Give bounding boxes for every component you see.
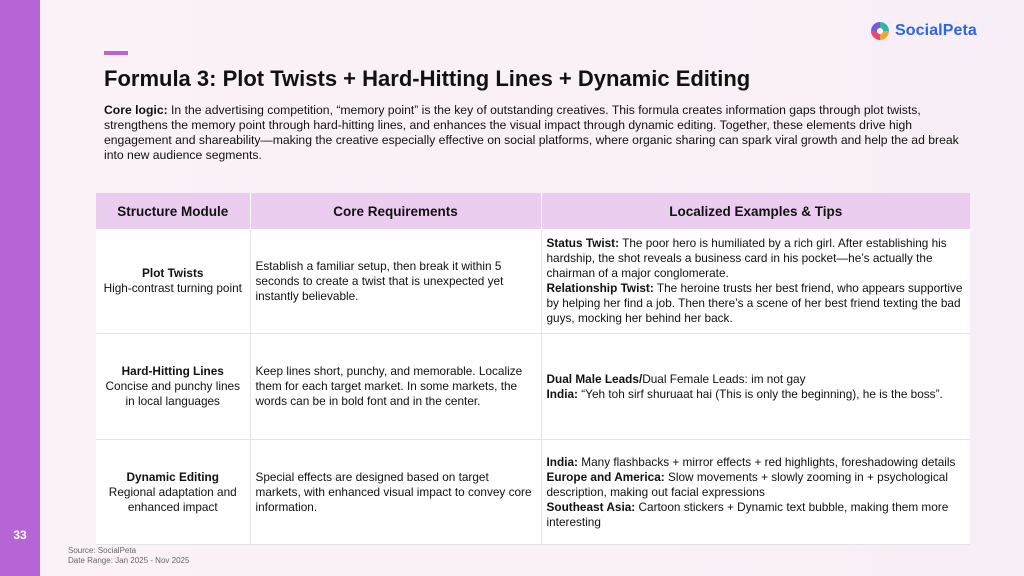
module-cell <box>96 334 250 440</box>
module-cell <box>96 440 250 545</box>
requirements-cell: Establish a familiar setup, then break it within 5 seconds to create a twist that is unexpected yet instantly believable. <box>250 229 541 334</box>
table-row <box>96 440 970 545</box>
core-logic-paragraph <box>104 103 976 163</box>
module-description: High-contrast turning point <box>103 281 242 295</box>
socialpeta-logo-icon <box>870 21 890 41</box>
module-name: Hard-Hitting Lines <box>121 364 224 378</box>
example-text: The heroine trusts her best friend, who appears supportive by helping her find a job. Then there’s a scene of her best friend texting the bad guys, mocking her behind her back. <box>546 281 963 325</box>
page-number: 33 <box>13 528 27 542</box>
example-label: Status Twist: <box>546 236 620 250</box>
source-line: Source: SocialPeta <box>68 546 137 555</box>
example-text: Many flashbacks + mirror effects + red highlights, foreshadowing details <box>581 454 956 469</box>
core-logic-label: Core logic: <box>104 103 168 117</box>
example-label: India: <box>546 386 578 401</box>
example-label: Relationship Twist: <box>546 281 654 295</box>
example-text: The poor hero is humiliated by a rich girl. After establishing his hardship, the shot reveals a business card in his pocket—he’s actually the chairman of a major conglomerate. <box>546 236 947 280</box>
left-sidebar-band <box>0 0 40 576</box>
requirements-cell: Special effects are designed based on target markets, with enhanced visual impact to convey core information. <box>250 440 541 545</box>
example-item <box>547 372 966 387</box>
date-range-line: Date Range: Jan 2025 - Nov 2025 <box>68 556 190 565</box>
example-item <box>547 470 966 500</box>
examples-cell <box>541 334 970 440</box>
requirements-cell: Keep lines short, punchy, and memorable. Localize them for each target market. In some markets, the words can be in bold font and in the center. <box>250 334 541 440</box>
header-core-requirements: Core Requirements <box>250 193 541 229</box>
example-item <box>547 455 966 470</box>
core-logic-text: In the advertising competition, “memory point” is the key of outstanding creatives. This formula creates information gaps through plot twists, strengthens the memory point through hard-hitting lines, and enhances the visual impact through dynamic editing. Together, these elements drive high engagement and shareability—making the creative especially effective on social platforms, where organic sharing can spark viral growth and help the ad break into new audience segments. <box>104 103 959 162</box>
source-note <box>68 546 189 566</box>
table-header-row <box>96 193 970 229</box>
example-item <box>547 236 966 281</box>
module-name: Dynamic Editing <box>126 469 219 484</box>
page-title: Formula 3: Plot Twists + Hard-Hitting Lines + Dynamic Editing <box>104 66 751 91</box>
module-description: Concise and punchy lines in local languages <box>105 379 240 408</box>
example-item <box>547 387 966 402</box>
example-label: Dual Male Leads/ <box>546 371 643 386</box>
example-label: Southeast Asia: <box>546 499 636 514</box>
logo-text: SocialPeta <box>895 22 977 39</box>
table-row <box>96 229 970 334</box>
module-description: Regional adaptation and enhanced impact <box>108 484 237 514</box>
example-label: Europe and America: <box>546 469 665 484</box>
table-row <box>96 334 970 440</box>
header-structure-module: Structure Module <box>96 193 250 229</box>
title-accent-bar <box>104 51 128 55</box>
example-text: Cartoon stickers + Dynamic text bubble, making them more interesting <box>546 499 949 529</box>
example-text: Dual Female Leads: im not gay <box>642 371 806 386</box>
example-item <box>547 281 966 326</box>
module-cell <box>96 229 250 334</box>
example-text: Slow movements + slowly zooming in + psychological description, making out facial expressions <box>546 469 948 499</box>
header-localized-examples: Localized Examples & Tips <box>541 193 970 229</box>
module-name: Plot Twists <box>142 266 204 280</box>
brand-logo <box>870 20 977 42</box>
examples-cell <box>541 440 970 545</box>
example-label: India: <box>546 454 578 469</box>
formula-table <box>96 193 970 545</box>
example-text: “Yeh toh sirf shuruaat hai (This is only the beginning), he is the boss”. <box>581 386 943 401</box>
example-item <box>547 500 966 530</box>
examples-cell <box>541 229 970 334</box>
